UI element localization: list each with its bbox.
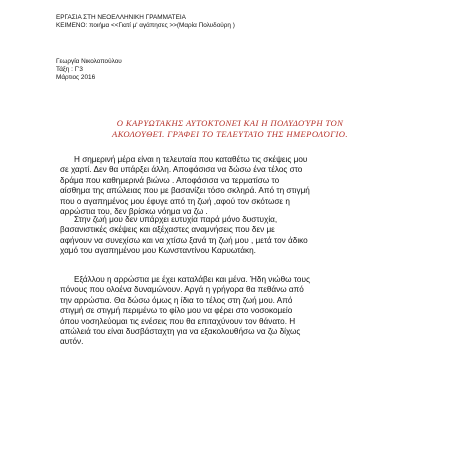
title-line: Ο ΚΑΡΥΩΤΑΚΗΣ ΑΥΤΟΚΤΟΝΕΊ ΚΑΙ Η ΠΟΛΥΔΟΎΡΗ ΤΟΝ bbox=[116, 118, 344, 128]
paragraph-line: στιγμή σε στιγμή περιμένω το φίλο μου να φέρει στο νοσοκομείο bbox=[60, 306, 293, 316]
paragraph-line: Η σημερινή μέρα είναι η τελευταία που καταθέτω τις σκέψεις μου bbox=[74, 155, 308, 164]
paragraph-line: χαμό του αγαπημένου μου Κωνσταντίνου Καρυωτάκη. bbox=[60, 246, 256, 256]
paragraph-line: αυτόν. bbox=[60, 337, 84, 347]
paragraph-2 bbox=[60, 215, 396, 257]
paragraph-line: απώλειά του είναι δυσβάσταχτη για να εξακολουθήσω να ζω δίχως bbox=[60, 327, 301, 337]
paragraph-line: αίσθημα της απώλειας που με βασανίζει τόσο σκληρά. Από τη στιγμή bbox=[60, 186, 310, 196]
assignment-title: ΕΡΓΑΣΙΑ ΣΤΗ ΝΕΟΕΛΛΗΝΙΚΗ ΓΡΑΜΜΑΤΕΙΑ bbox=[56, 14, 186, 21]
paragraph-line: πόνους που ολοένα δυναμώνουν. Αργά η γρήγορα θα πεθάνω από bbox=[60, 285, 304, 295]
paragraph-line: την αρρώστια. Θα δώσω όμως η ίδια το τέλος στη ζωή μου. Από bbox=[60, 295, 293, 305]
paragraph-line: Στην ζωή μου δεν υπάρχει ευτυχία παρά μόνο δυστυχία, bbox=[74, 215, 278, 224]
paragraph-line: Εξάλλου η αρρώστια με έχει καταλάβει και μένα. Ήδη νιώθω τους bbox=[74, 275, 310, 284]
paragraph-line: δράμα που καθημερινά βιώνω . Αποφάσισα να τερματίσω το bbox=[60, 175, 280, 185]
paragraph-line: αφήνουν να συνεχίσω και να χτίσω ξανά τη ζωή μου , μετά τον άδικο bbox=[60, 235, 308, 245]
author-class: Τάξη : Γ'3 bbox=[56, 66, 83, 74]
paragraph-3 bbox=[60, 275, 396, 348]
text-reference: ΚΕΙΜΕΝΟ: ποιήμα <<Γιατί μ' αγάπησες >>(Μαρία Πολυδούρη ) bbox=[56, 22, 235, 30]
title-line: ΑΚΟΛΟΥΘΕΊ. ΓΡΆΦΕΙ ΤΟ ΤΕΛΕΥΤΑΊΟ ΤΗΣ ΗΜΕΡΟΛΌΓΙΟ. bbox=[112, 129, 348, 139]
document-header bbox=[56, 14, 235, 30]
author-date: Μάρτιος 2016 bbox=[56, 74, 96, 82]
document-title bbox=[40, 118, 420, 140]
paragraph-line: όπου νοσηλεύομαι τις ενέσεις που θα επιταχύνουν τον θάνατο. Η bbox=[60, 316, 296, 326]
paragraph-1 bbox=[60, 155, 396, 217]
paragraph-line: σε χαρτί. Δεν θα υπάρξει άλλη. Αποφάσισα να δώσω ένα τέλος στο bbox=[60, 165, 303, 175]
author-name: Γεωργία Νικολοπούλου bbox=[56, 58, 122, 65]
author-block bbox=[56, 58, 122, 83]
paragraph-line: βασανιστικές σκέψεις και αξέχαστες αναμνήσεις που δεν με bbox=[60, 225, 275, 235]
paragraph-line: που ο αγαπημένος μου έφυγε από τη ζωή ,αφού τον σκότωσε η bbox=[60, 196, 290, 206]
paragraph-line: αρρώστια του, δεν βρίσκω νόημα να ζω . bbox=[60, 207, 208, 217]
